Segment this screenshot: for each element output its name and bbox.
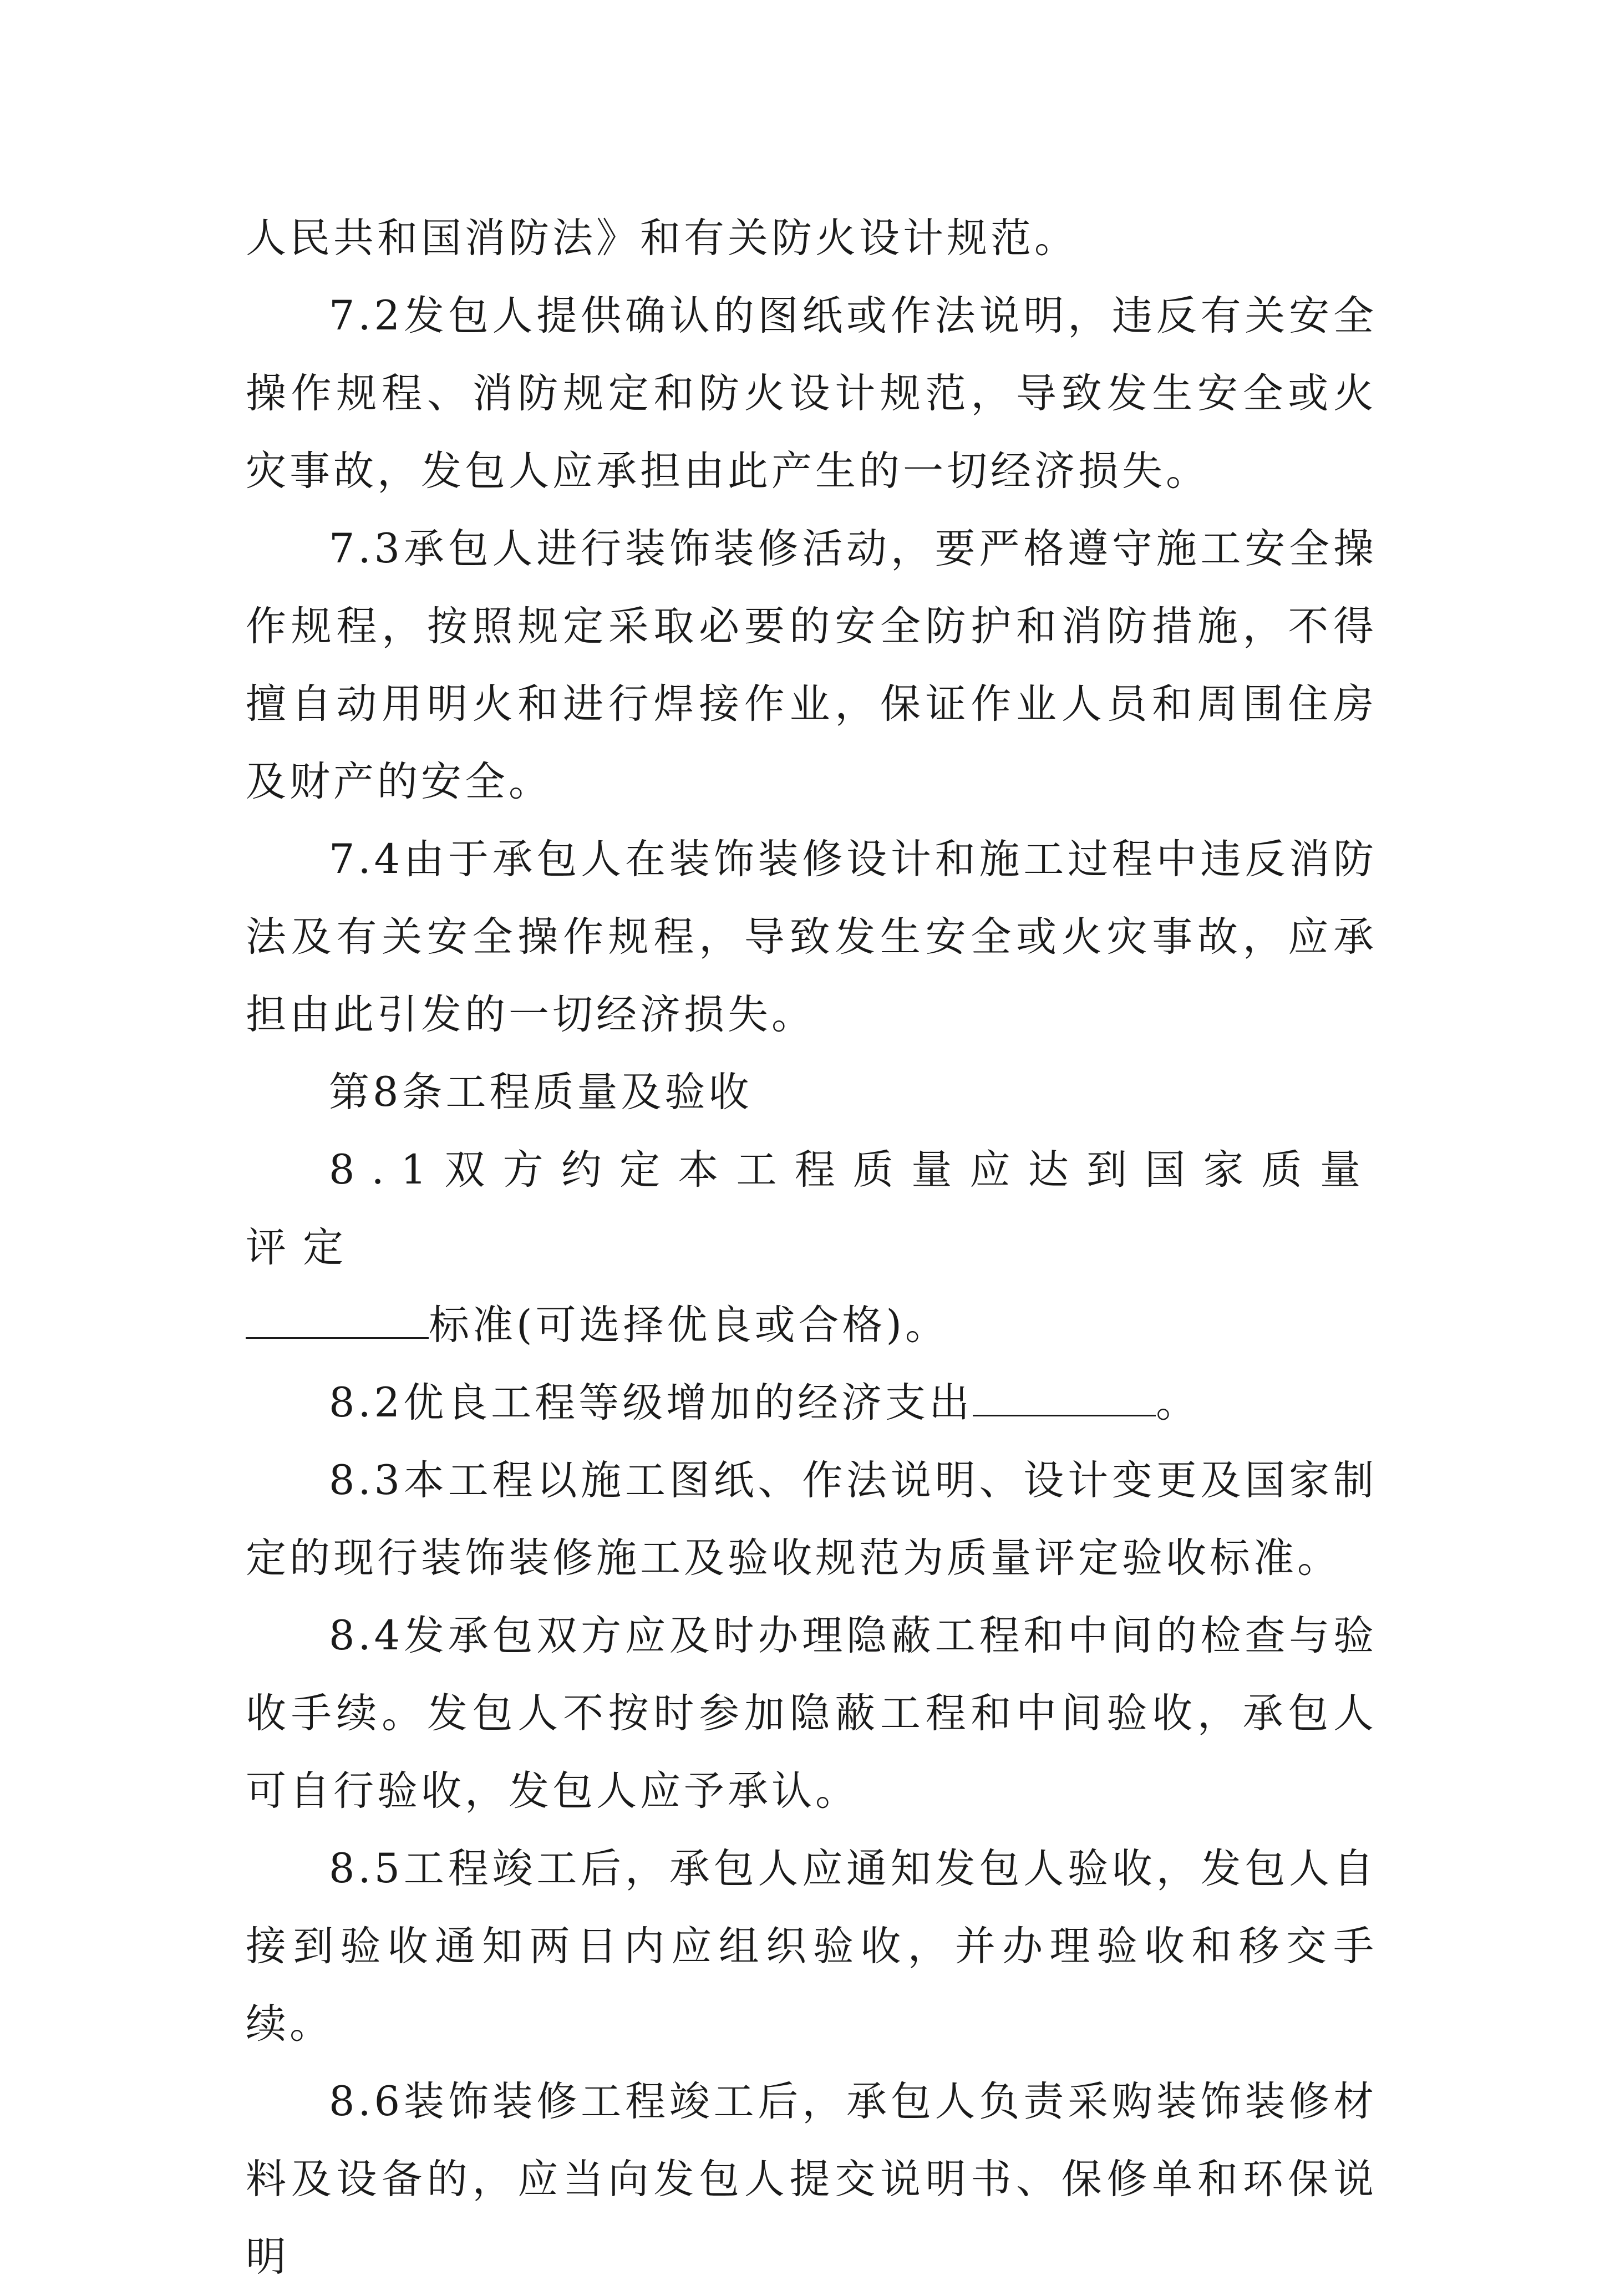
paragraph-8-2-text: 8.2优良工程等级增加的经济支出 bbox=[329, 1379, 973, 1426]
paragraph-8-5: 8.5工程竣工后，承包人应通知发包人验收，发包人自接到验收通知两日内应组织验收，并办理验收和移交手续。 bbox=[246, 1845, 1377, 2048]
paragraph-7-3: 7.3承包人进行装饰装修活动，要严格遵守施工安全操作规程，按照规定采取必要的安全防护和消防措施，不得擅自动用明火和进行焊接作业，保证作业人员和周围住房及财产的安全。 bbox=[246, 525, 1377, 805]
quality-standard-blank[interactable] bbox=[246, 1304, 429, 1339]
paragraph-8-1-text: 8.1双方约定本工程质量应达到国家质量评定 bbox=[246, 1146, 1377, 1271]
paragraph-8-1-tail: 标准(可选择优良或合格)。 bbox=[429, 1302, 949, 1349]
paragraph-8-4: 8.4发承包双方应及时办理隐蔽工程和中间的检查与验收手续。发包人不按时参加隐蔽工程和中间验收，承包人可自行验收，发包人应予承认。 bbox=[246, 1612, 1377, 1815]
extra-cost-blank[interactable] bbox=[973, 1381, 1156, 1416]
paragraph-7-1-continuation: 人民共和国消防法》和有关防火设计规范。 bbox=[246, 215, 1078, 262]
paragraph-8-2 bbox=[246, 1364, 1377, 1442]
paragraph-7-4: 7.4由于承包人在装饰装修设计和施工过程中违反消防法及有关安全操作规程，导致发生安全或火灾事故，应承担由此引发的一切经济损失。 bbox=[246, 836, 1377, 1038]
paragraph-7-2: 7.2发包人提供确认的图纸或作法说明，违反有关安全操作规程、消防规定和防火设计规范，导致发生安全或火灾事故，发包人应承担由此产生的一切经济损失。 bbox=[246, 292, 1377, 495]
paragraph-8-2-tail: 。 bbox=[1156, 1379, 1200, 1426]
section-8-heading: 第8条工程质量及验收 bbox=[329, 1069, 753, 1116]
paragraph-8-6: 8.6装饰装修工程竣工后，承包人负责采购装饰装修材料及设备的，应当向发包人提交说明书、保修单和环保说明 bbox=[246, 2078, 1377, 2280]
paragraph-8-3: 8.3本工程以施工图纸、作法说明、设计变更及国家制定的现行装饰装修施工及验收规范为质量评定验收标准。 bbox=[246, 1457, 1377, 1582]
document-page bbox=[246, 200, 1377, 2296]
paragraph-8-1 bbox=[246, 1131, 1377, 1364]
